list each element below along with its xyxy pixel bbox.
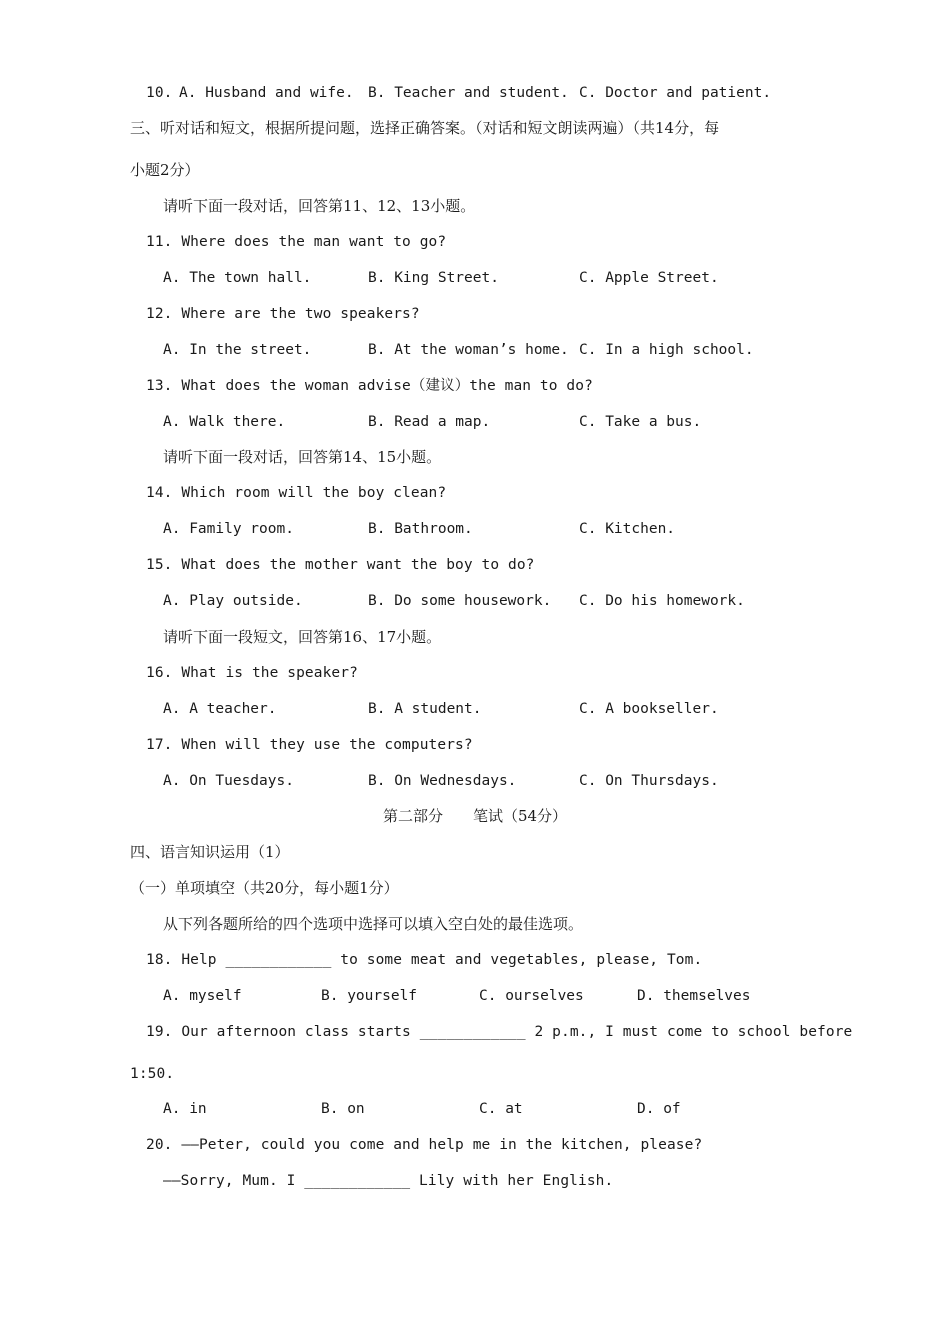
question-16-option-c: C. A bookseller. [579, 701, 719, 717]
question-11-option-b: B. King Street. [368, 270, 499, 286]
question-12-option-c: C. In a high school. [579, 342, 754, 358]
question-15: 15. What does the mother want the boy to do? [146, 557, 535, 573]
instruction-16-17: 请听下面一段短文，回答第16、17小题。 [163, 628, 442, 646]
question-17-option-b: B. On Wednesdays. [368, 773, 517, 789]
question-17-option-a: A. On Tuesdays. [163, 773, 294, 789]
question-18-option-a: A. myself [163, 988, 242, 1004]
question-19-option-c: C. at [479, 1101, 523, 1117]
question-17: 17. When will they use the computers? [146, 737, 473, 753]
section-3-title: 三、听对话和短文，根据所提问题，选择正确答案。（对话和短文朗读两遍）（共14分，每 [130, 119, 720, 137]
question-13-option-b: B. Read a map. [368, 414, 491, 430]
question-15-option-b: B. Do some housework. [368, 593, 552, 609]
part-2-title: 第二部分 笔试（54分） [382, 807, 568, 825]
subsection-1-title: （一）单项填空（共20分，每小题1分） [130, 879, 399, 897]
question-18-option-d: D. themselves [637, 988, 751, 1004]
question-14-option-c: C. Kitchen. [579, 521, 676, 537]
question-18-option-b: B. yourself [321, 988, 418, 1004]
question-11-option-a: A. The town hall. [163, 270, 312, 286]
question-19-cont: 1:50. [130, 1066, 175, 1082]
question-14-option-b: B. Bathroom. [368, 521, 473, 537]
question-12-option-a: A. In the street. [163, 342, 312, 358]
question-18-option-c: C. ourselves [479, 988, 584, 1004]
question-18: 18. Help ____________ to some meat and vegetables, please, Tom. [146, 952, 703, 968]
instruction-11-13: 请听下面一段对话，回答第11、12、13小题。 [163, 197, 476, 215]
question-19: 19. Our afternoon class starts ____________ 2 p.m., I must come to school before [146, 1024, 853, 1040]
question-10-option-a: A. Husband and wife. [179, 85, 354, 101]
subsection-1-instruction: 从下列各题所给的四个选项中选择可以填入空白处的最佳选项。 [163, 915, 584, 933]
question-13-option-c: C. Take a bus. [579, 414, 702, 430]
instruction-14-15: 请听下面一段对话，回答第14、15小题。 [163, 448, 442, 466]
question-16-option-b: B. A student. [368, 701, 482, 717]
section-3-title-cont: 小题2分） [130, 161, 200, 179]
question-11-option-c: C. Apple Street. [579, 270, 719, 286]
question-10-number: 10. [146, 85, 173, 101]
question-12-option-b: B. At the woman’s home. [368, 342, 569, 358]
question-10-option-b: B. Teacher and student. [368, 85, 569, 101]
question-16: 16. What is the speaker? [146, 665, 358, 681]
question-19-option-b: B. on [321, 1101, 365, 1117]
question-13: 13. What does the woman advise（建议）the man to do? [146, 378, 593, 394]
question-10-option-c: C. Doctor and patient. [579, 85, 772, 101]
question-19-option-a: A. in [163, 1101, 207, 1117]
question-20-reply: ——Sorry, Mum. I ____________ Lily with her English. [163, 1173, 614, 1189]
question-17-option-c: C. On Thursdays. [579, 773, 719, 789]
question-14-option-a: A. Family room. [163, 521, 294, 537]
question-12: 12. Where are the two speakers? [146, 306, 420, 322]
question-19-option-d: D. of [637, 1101, 681, 1117]
question-11: 11. Where does the man want to go? [146, 234, 447, 250]
question-15-option-c: C. Do his homework. [579, 593, 745, 609]
section-4-title: 四、语言知识运用（1） [130, 843, 290, 861]
question-16-option-a: A. A teacher. [163, 701, 277, 717]
question-13-option-a: A. Walk there. [163, 414, 286, 430]
question-20: 20. ——Peter, could you come and help me in the kitchen, please? [146, 1137, 703, 1153]
question-15-option-a: A. Play outside. [163, 593, 303, 609]
question-14: 14. Which room will the boy clean? [146, 485, 447, 501]
